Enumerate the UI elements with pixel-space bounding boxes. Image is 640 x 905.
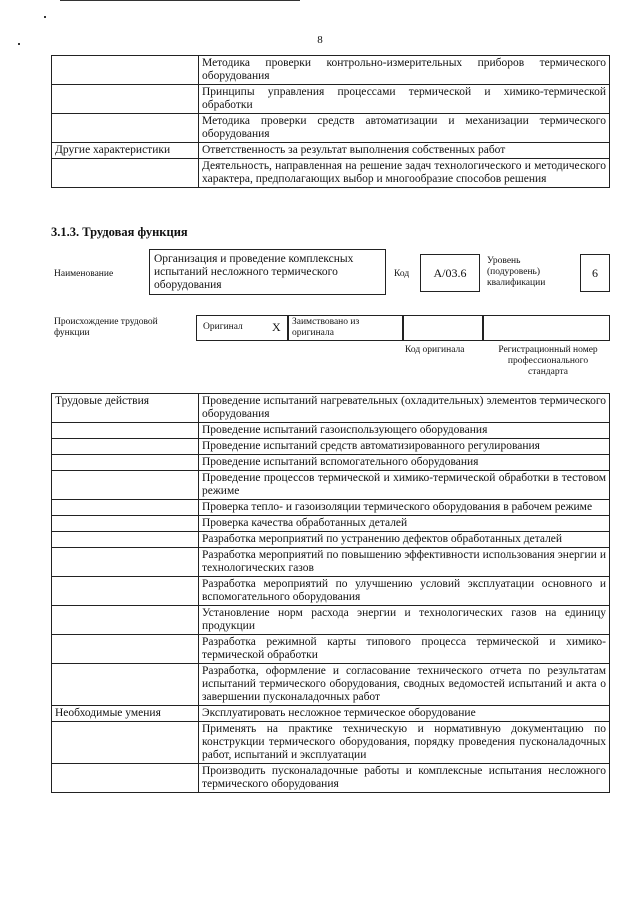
table-cell-left bbox=[52, 664, 199, 706]
table-cell-left bbox=[52, 455, 199, 471]
table-row bbox=[52, 706, 610, 722]
table-cell-right: Разработка мероприятий по улучшению условий эксплуатации основного и вспомогательного оборудования bbox=[199, 577, 610, 606]
table-cell-right: Разработка мероприятий по устранению дефектов обработанных деталей bbox=[199, 532, 610, 548]
table-cell-right: Ответственность за результат выполнения собственных работ bbox=[199, 143, 610, 159]
table-row bbox=[52, 516, 610, 532]
table-cell-right: Принципы управления процессами термической и химико-термической обработки bbox=[199, 85, 610, 114]
table-cell-left bbox=[52, 114, 199, 143]
table-row bbox=[52, 394, 610, 423]
table-row bbox=[52, 471, 610, 500]
table-cell-left bbox=[52, 516, 199, 532]
table-row bbox=[52, 455, 610, 471]
table-cell-right: Деятельность, направленная на решение задач технологического и методического характера, предполагающих выбор и многообразие способов решения bbox=[199, 159, 610, 188]
table-cell-left bbox=[52, 471, 199, 500]
table-row bbox=[52, 532, 610, 548]
code-value-box: A/03.6 bbox=[420, 254, 480, 292]
table-row bbox=[52, 664, 610, 706]
table-cell-left: Трудовые действия bbox=[52, 394, 199, 423]
code-label: Код bbox=[394, 269, 410, 279]
table-cell-left bbox=[52, 722, 199, 764]
level-label: Уровень (подуровень) квалификации bbox=[487, 256, 546, 288]
table-cell-left bbox=[52, 56, 199, 85]
table-cell-left bbox=[52, 500, 199, 516]
table-cell-right: Проведение испытаний нагревательных (охладительных) элементов термического оборудования bbox=[199, 394, 610, 423]
bottom-table bbox=[51, 393, 610, 793]
origin-label: Происхождение трудовой функции bbox=[54, 317, 158, 338]
table-cell-left bbox=[52, 159, 199, 188]
level-value-box: 6 bbox=[580, 254, 610, 292]
table-row bbox=[52, 764, 610, 793]
table-cell-left bbox=[52, 764, 199, 793]
code-original-label: Код оригинала bbox=[405, 345, 465, 355]
table-cell-right: Проведение испытаний средств автоматизированного регулирования bbox=[199, 439, 610, 455]
table-cell-right: Производить пусконаладочные работы и комплексные испытания несложного термического оборудования bbox=[199, 764, 610, 793]
table-row bbox=[52, 56, 610, 85]
table-cell-right: Проверка тепло- и газоизоляции термического оборудования в рабочем режиме bbox=[199, 500, 610, 516]
table-row bbox=[52, 114, 610, 143]
original-label: Оригинал bbox=[203, 322, 243, 332]
table-cell-right: Проведение испытаний газоиспользующего оборудования bbox=[199, 423, 610, 439]
function-name-box: Организация и проведение комплексных испытаний несложного термического оборудования bbox=[149, 249, 386, 295]
original-mark: X bbox=[272, 320, 281, 334]
table-row bbox=[52, 500, 610, 516]
table-row bbox=[52, 423, 610, 439]
table-cell-right: Эксплуатировать несложное термическое оборудование bbox=[199, 706, 610, 722]
reg-number-box bbox=[483, 315, 610, 341]
page-number: 8 bbox=[317, 34, 323, 46]
section-title: 3.1.3. Трудовая функция bbox=[51, 225, 188, 239]
table-cell-left bbox=[52, 635, 199, 664]
table-cell-right: Разработка мероприятий по повышению эффективности использования энергии и технологических газов bbox=[199, 548, 610, 577]
table-row bbox=[52, 85, 610, 114]
table-cell-left bbox=[52, 423, 199, 439]
reg-number-label: Регистрационный номер профессионального стандарта bbox=[498, 345, 598, 377]
table-row bbox=[52, 548, 610, 577]
table-cell-right: Разработка, оформление и согласование технического отчета по результатам испытаний термического оборудования, сводных ведомостей испытаний и акта о завершении пусконаладочных работ bbox=[199, 664, 610, 706]
table-row bbox=[52, 159, 610, 188]
borrowed-label: Заимствовано из оригинала bbox=[292, 317, 360, 338]
table-cell-left bbox=[52, 532, 199, 548]
table-cell-left: Необходимые умения bbox=[52, 706, 199, 722]
table-cell-left: Другие характеристики bbox=[52, 143, 199, 159]
table-cell-left bbox=[52, 577, 199, 606]
table-cell-right: Проведение процессов термической и химико-термической обработки в тестовом режиме bbox=[199, 471, 610, 500]
scan-mark-top bbox=[60, 0, 300, 1]
table-row bbox=[52, 606, 610, 635]
name-label: Наименование bbox=[54, 269, 114, 279]
table-row bbox=[52, 722, 610, 764]
table-cell-right: Разработка режимной карты типового процесса термической и химико-термической обработки bbox=[199, 635, 610, 664]
table-row bbox=[52, 143, 610, 159]
table-cell-left bbox=[52, 85, 199, 114]
top-table bbox=[51, 55, 610, 188]
table-cell-right: Методика проверки контрольно-измерительных приборов термического оборудования bbox=[199, 56, 610, 85]
scan-mark-dot-1 bbox=[44, 16, 46, 18]
table-cell-right: Применять на практике техническую и нормативную документацию по конструкции термического оборудования, порядку проведения пусконаладочных работ, испытаний и эксплуатации bbox=[199, 722, 610, 764]
table-cell-right: Проверка качества обработанных деталей bbox=[199, 516, 610, 532]
table-cell-right: Установление норм расхода энергии и технологических газов на единицу продукции bbox=[199, 606, 610, 635]
table-row bbox=[52, 635, 610, 664]
code-original-box bbox=[403, 315, 483, 341]
table-cell-left bbox=[52, 606, 199, 635]
table-cell-right: Методика проверки средств автоматизации и механизации термического оборудования bbox=[199, 114, 610, 143]
table-cell-left bbox=[52, 548, 199, 577]
table-cell-right: Проведение испытаний вспомогательного оборудования bbox=[199, 455, 610, 471]
table-cell-left bbox=[52, 439, 199, 455]
table-row bbox=[52, 577, 610, 606]
table-row bbox=[52, 439, 610, 455]
